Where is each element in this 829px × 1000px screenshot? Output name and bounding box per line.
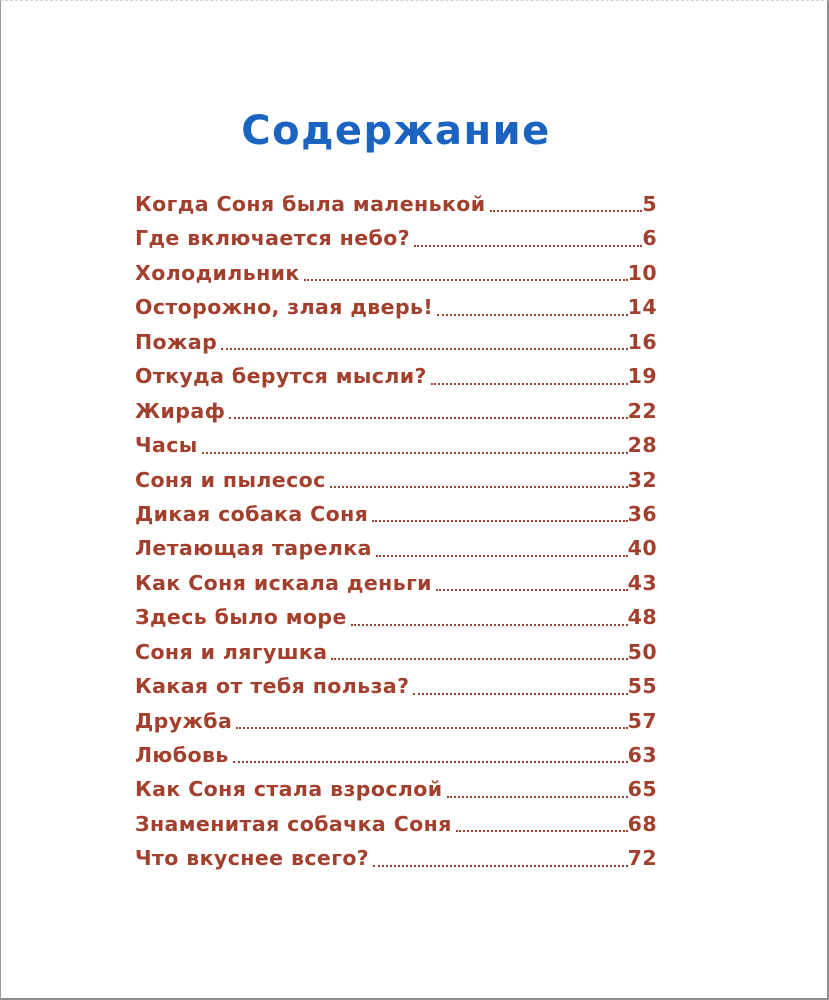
page-number: 68 <box>627 811 657 836</box>
toc-row <box>135 669 657 703</box>
toc-row <box>135 635 657 669</box>
dot-leader <box>443 772 628 806</box>
dot-leader <box>326 463 628 497</box>
chapter-title: Когда Соня была маленькой <box>135 192 486 216</box>
dot-leader <box>486 187 643 221</box>
toc-row <box>135 566 657 600</box>
page-content <box>135 1 657 876</box>
chapter-title: Откуда берутся мысли? <box>135 364 427 389</box>
page-number: 28 <box>627 433 657 458</box>
page-number: 63 <box>627 743 657 767</box>
page-number: 10 <box>627 260 657 285</box>
chapter-title: Что вкуснее всего? <box>135 846 370 871</box>
page-number: 65 <box>627 777 657 802</box>
page-number: 14 <box>627 295 657 320</box>
toc-row <box>135 807 657 841</box>
dot-leader <box>198 428 628 462</box>
chapter-title: Знаменитая собачка Соня <box>135 811 452 836</box>
dot-leader <box>432 566 628 600</box>
dot-leader <box>372 531 628 565</box>
chapter-title: Летающая тарелка <box>135 536 372 561</box>
toc-row <box>135 600 657 634</box>
chapter-title: Дружба <box>135 708 233 733</box>
dot-leader <box>327 635 627 669</box>
chapter-title: Любовь <box>135 743 229 767</box>
page-number: 19 <box>627 364 657 389</box>
chapter-title: Соня и лягушка <box>135 639 328 664</box>
chapter-title: Как Соня стала взрослой <box>135 777 443 802</box>
dot-leader <box>433 290 628 324</box>
page-number: 22 <box>627 398 657 423</box>
page-number: 57 <box>627 708 657 733</box>
dot-leader <box>427 359 628 393</box>
page-number: 16 <box>627 329 657 354</box>
toc-row <box>135 531 657 565</box>
dot-leader <box>217 325 628 359</box>
dot-leader <box>300 256 628 290</box>
dot-leader <box>409 669 627 703</box>
toc-row <box>135 256 657 290</box>
toc-row <box>135 187 657 221</box>
page-number: 36 <box>627 501 657 526</box>
chapter-title: Осторожно, злая дверь! <box>135 295 434 320</box>
page-number: 48 <box>627 605 657 630</box>
chapter-title: Дикая собака Соня <box>135 501 369 526</box>
chapter-title: Здесь было море <box>135 605 347 630</box>
dot-leader <box>369 841 628 875</box>
toc-row <box>135 221 657 255</box>
toc-row <box>135 704 657 738</box>
dot-leader <box>232 704 627 738</box>
chapter-title: Как Соня искала деньги <box>135 570 432 595</box>
toc-row <box>135 428 657 462</box>
toc-row <box>135 772 657 806</box>
page-number: 43 <box>627 570 657 595</box>
page-number: 5 <box>642 192 657 216</box>
page-number: 72 <box>627 846 657 871</box>
dot-leader <box>368 497 627 531</box>
toc-row <box>135 738 657 772</box>
dot-leader <box>410 221 642 255</box>
dot-leader <box>452 807 628 841</box>
toc-row <box>135 497 657 531</box>
chapter-title: Жираф <box>135 398 226 423</box>
chapter-title: Соня и пылесос <box>135 467 326 492</box>
dot-leader <box>225 394 627 428</box>
chapter-title: Где включается небо? <box>135 226 410 251</box>
chapter-title: Какая от тебя польза? <box>135 674 410 699</box>
page-number: 40 <box>627 536 657 561</box>
page-number: 55 <box>627 674 657 699</box>
page-title: Содержание <box>241 108 551 154</box>
page-number: 32 <box>627 467 657 492</box>
toc-row <box>135 325 657 359</box>
toc-row <box>135 359 657 393</box>
toc-row <box>135 463 657 497</box>
chapter-title: Часы <box>135 433 198 458</box>
chapter-title: Холодильник <box>135 260 300 285</box>
dot-leader <box>229 738 628 772</box>
table-of-contents <box>135 187 657 876</box>
toc-row <box>135 394 657 428</box>
page-number: 50 <box>627 639 657 664</box>
toc-row <box>135 841 657 875</box>
chapter-title: Пожар <box>135 329 218 354</box>
dot-leader <box>347 600 628 634</box>
page-number: 6 <box>642 226 657 251</box>
toc-row <box>135 290 657 324</box>
